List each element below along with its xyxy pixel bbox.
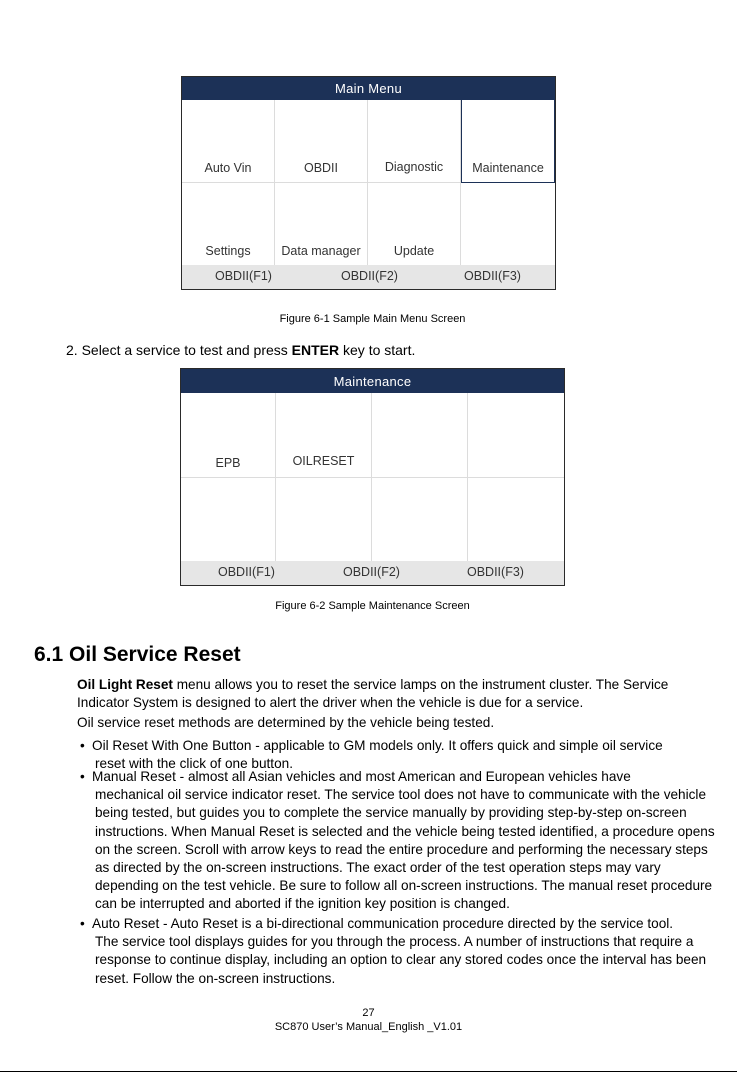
menu-tile-auto-vin[interactable]: Auto Vin — [182, 100, 275, 183]
f2-key[interactable]: OBDII(F2) — [343, 565, 400, 579]
bullet-dot-icon: • — [80, 769, 85, 784]
screen-title: Maintenance — [181, 369, 564, 393]
maintenance-tile-oilreset[interactable]: OILRESET — [276, 393, 372, 478]
section-heading: 6.1 Oil Service Reset — [34, 643, 241, 666]
menu-tile-settings[interactable]: Settings — [182, 183, 275, 266]
step-instruction: 2. Select a service to test and press ENTER key to start. — [66, 342, 416, 358]
menu-grid — [182, 100, 555, 266]
bottom-divider — [0, 1071, 737, 1072]
bullet-dot-icon: • — [80, 916, 85, 931]
intro-paragraph: Oil Light Reset menu allows you to reset the service lamps on the instrument cluster. The Service Indicator System is designed to alert the driver when the vehicle is due for a service. — [77, 677, 669, 711]
maintenance-tile-empty — [372, 393, 468, 478]
maintenance-screen — [180, 368, 565, 586]
maintenance-tile-epb[interactable]: EPB — [181, 393, 276, 478]
screen-title: Main Menu — [182, 77, 555, 100]
menu-tile-obdii[interactable]: OBDII — [275, 100, 368, 183]
methods-paragraph: Oil service reset methods are determined by the vehicle being tested. — [77, 715, 495, 730]
bullet-dot-icon: • — [80, 738, 85, 753]
menu-tile-empty — [461, 183, 555, 266]
menu-tile-update[interactable]: Update — [368, 183, 461, 266]
f3-key[interactable]: OBDII(F3) — [467, 565, 524, 579]
f2-key[interactable]: OBDII(F2) — [341, 269, 398, 283]
menu-tile-diagnostic[interactable]: Diagnostic — [368, 100, 461, 183]
figure-caption-1: Figure 6-1 Sample Main Menu Screen — [279, 313, 466, 325]
f1-key[interactable]: OBDII(F1) — [218, 565, 275, 579]
maintenance-tile-empty — [372, 478, 468, 562]
menu-tile-maintenance[interactable]: Maintenance — [461, 100, 555, 183]
page-number: 27 — [362, 1007, 375, 1019]
maintenance-tile-empty — [181, 478, 276, 562]
document-footer: SC870 User’s Manual_English _V1.01 — [274, 1021, 463, 1033]
f1-key[interactable]: OBDII(F1) — [215, 269, 272, 283]
function-key-bar — [181, 561, 564, 585]
f3-key[interactable]: OBDII(F3) — [464, 269, 521, 283]
menu-tile-data-manager[interactable]: Data manager — [275, 183, 368, 266]
function-key-bar — [182, 265, 555, 289]
maintenance-tile-empty — [468, 478, 564, 562]
maintenance-tile-empty — [276, 478, 372, 562]
main-menu-screen — [181, 76, 556, 290]
maintenance-tile-empty — [468, 393, 564, 478]
maintenance-grid — [181, 393, 564, 562]
figure-caption-2: Figure 6-2 Sample Maintenance Screen — [275, 600, 470, 612]
